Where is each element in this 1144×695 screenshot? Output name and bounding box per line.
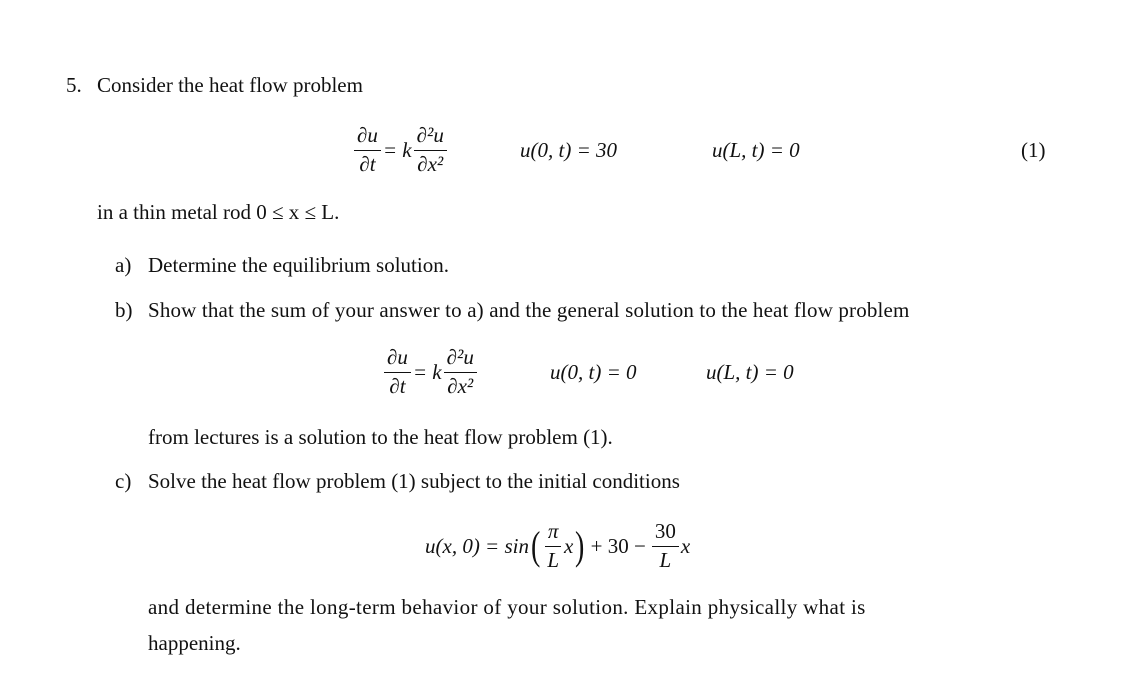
fraction-du-dt — [354, 124, 381, 175]
part-c-followup-line1: and determine the long-term behavior of your solution. Explain physically what is — [148, 595, 866, 619]
fraction-du-dt — [384, 346, 411, 397]
equation-label: (1) — [1021, 138, 1046, 162]
part-a-text: Determine the equilibrium solution. — [148, 253, 449, 277]
fraction-pi-over-L — [544, 520, 562, 571]
left-paren: ( — [530, 523, 541, 568]
part-b-text: Show that the sum of your answer to a) and the general solution to the heat flow problem — [148, 298, 910, 322]
equation-1 — [352, 122, 449, 178]
part-c-text: Solve the heat flow problem (1) subject to the initial conditions — [148, 469, 680, 493]
numerator: ∂²u — [444, 346, 477, 372]
boundary-condition-right: u(L, t) = 0 — [712, 138, 800, 162]
part-c-followup-line2: happening. — [148, 631, 241, 655]
problem-intro: Consider the heat flow problem — [97, 73, 363, 97]
plus-30-minus: + 30 − — [590, 533, 646, 558]
denominator: ∂x² — [417, 151, 444, 176]
fraction-d2u-dx2 — [444, 346, 477, 397]
boundary-condition-right: u(L, t) = 0 — [706, 360, 794, 384]
numerator: π — [545, 520, 562, 546]
equation-3 — [425, 518, 690, 574]
right-paren: ) — [575, 523, 585, 568]
part-a-label: a) — [115, 253, 132, 277]
variable-x: x — [680, 533, 691, 558]
equals-k: = k — [412, 359, 442, 384]
domain-text: in a thin metal rod 0 ≤ x ≤ L. — [97, 200, 340, 224]
denominator: ∂x² — [447, 373, 474, 398]
fraction-d2u-dx2 — [414, 124, 447, 175]
numerator: ∂²u — [414, 124, 447, 150]
boundary-condition-left: u(0, t) = 30 — [520, 138, 617, 162]
problem-number: 5. — [66, 73, 82, 97]
numerator: ∂u — [354, 124, 381, 150]
part-b-followup: from lectures is a solution to the heat flow problem (1). — [148, 425, 613, 449]
part-b-label: b) — [115, 298, 133, 322]
boundary-condition-left: u(0, t) = 0 — [550, 360, 637, 384]
equals-k: = k — [382, 137, 412, 162]
denominator: L — [547, 547, 560, 572]
initial-condition-lhs: u(x, 0) = sin — [425, 533, 529, 558]
part-c-label: c) — [115, 469, 132, 493]
equation-2 — [382, 344, 479, 400]
numerator: 30 — [652, 520, 679, 546]
denominator: ∂t — [389, 373, 406, 398]
numerator: ∂u — [384, 346, 411, 372]
fraction-30-over-L — [652, 520, 679, 571]
denominator: ∂t — [359, 151, 376, 176]
denominator: L — [659, 547, 672, 572]
variable-x: x — [564, 533, 574, 558]
